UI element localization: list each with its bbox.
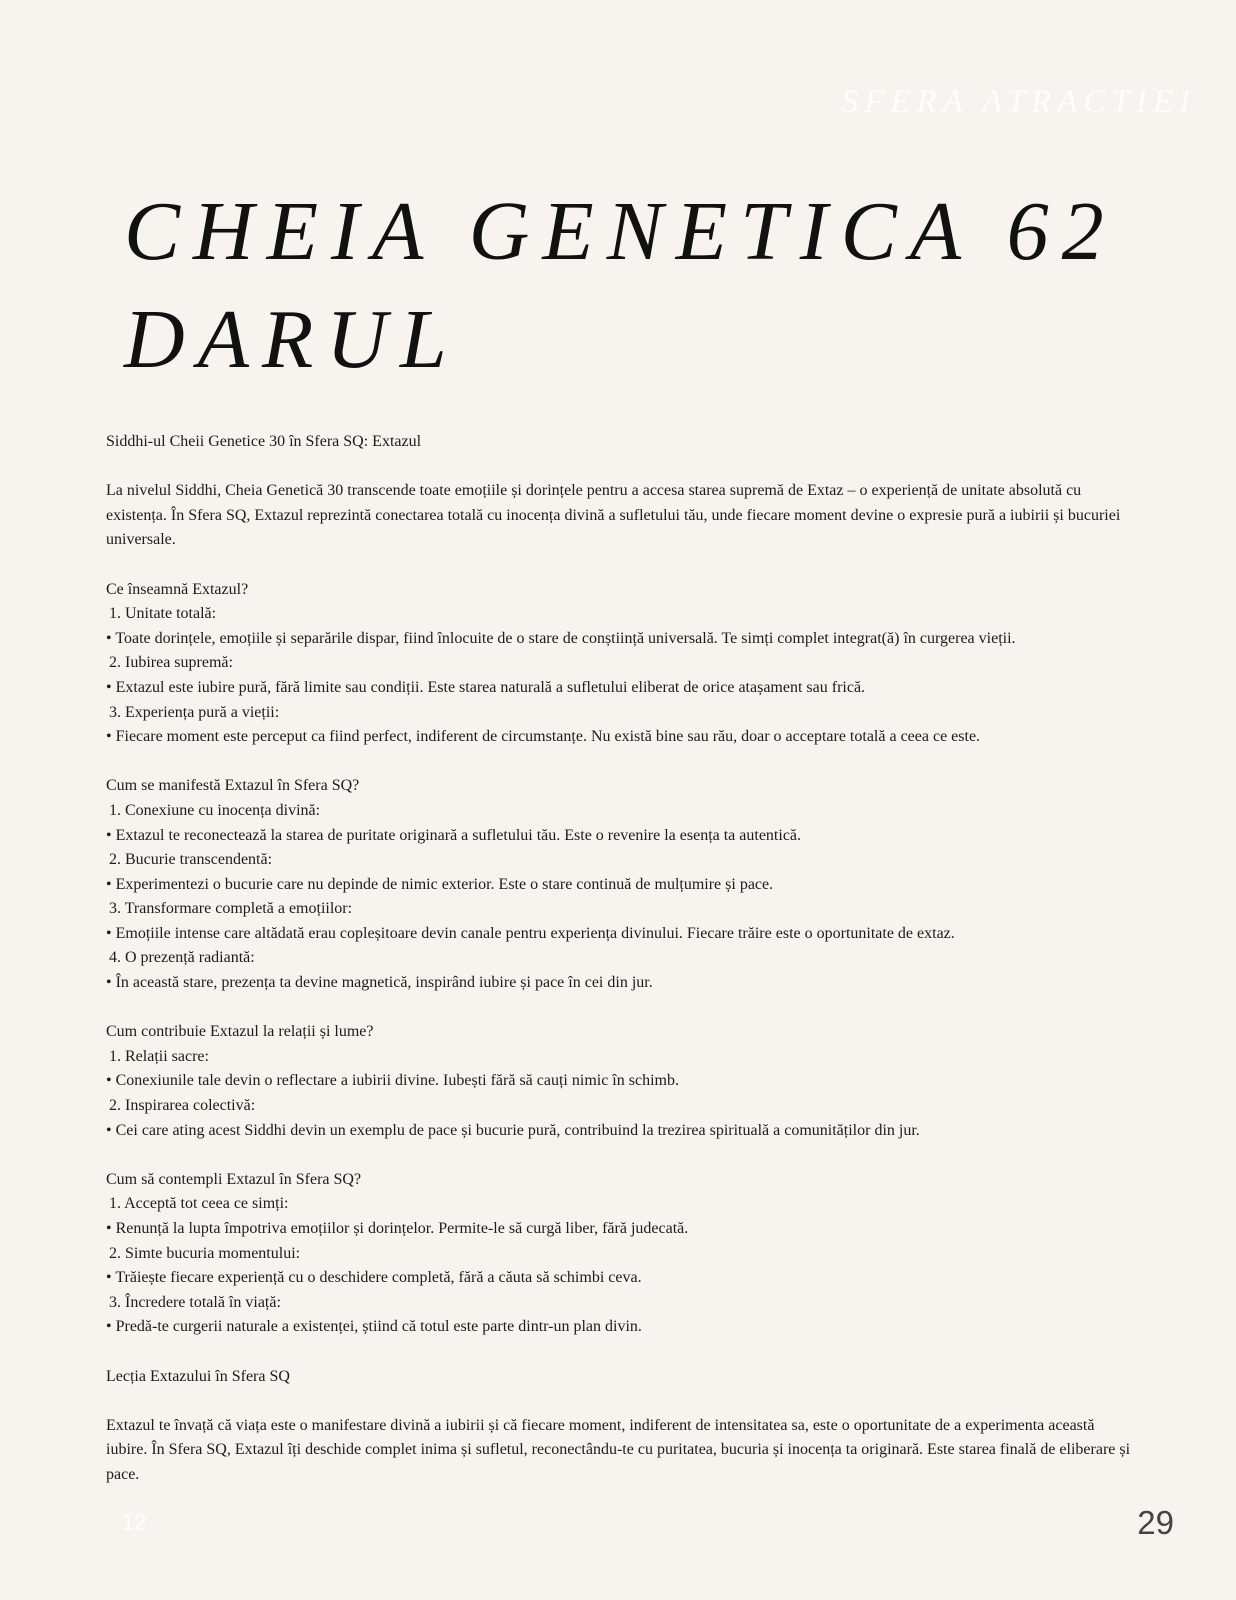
list-item-bullet: • Trăiește fiecare experiență cu o deschidere completă, fără a căuta să schimbi ceva. — [106, 1269, 642, 1287]
list-item-number: 1. Acceptă tot ceea ce simți: — [109, 1195, 289, 1213]
list-item-number: 3. Experiența pură a vieții: — [109, 703, 280, 721]
list-item-bullet: • Emoțiile intense care altădată erau copleșitoare devin canale pentru experiența divinului. Fiecare trăire este o oportunitate de extaz. — [106, 924, 955, 942]
header-watermark: SFERA ATRACTIEI — [841, 84, 1196, 120]
intro-paragraph: La nivelul Siddhi, Cheia Genetică 30 transcende toate emoțiile și dorințele pentru a accesa starea supremă de Extaz – o experiență de unitate absolută cu existența. În Sfera SQ, Extazul reprezintă conectarea totală cu inocența divină a sufletului tău, unde fiecare moment devine o expresie pură a iubirii și bucuriei universale. — [106, 482, 1121, 549]
section-heading: Cum să contempli Extazul în Sfera SQ? — [106, 1170, 362, 1188]
list-item-number: 2. Iubirea supremă: — [109, 654, 233, 672]
list-item-number: 3. Încredere totală în viață: — [109, 1293, 281, 1311]
list-item-number: 2. Simte bucuria momentului: — [109, 1244, 301, 1262]
lesson-heading: Lecția Extazului în Sfera SQ — [106, 1367, 290, 1385]
page-number: 29 — [1137, 1504, 1174, 1541]
title-line-2: DARUL — [124, 293, 460, 386]
list-item-bullet: • Fiecare moment este perceput ca fiind perfect, indiferent de circumstanțe. Nu există bine sau rău, doar o acceptare totală a ceea ce este. — [106, 728, 981, 746]
title-line-1: CHEIA GENETICA 62 — [124, 185, 1117, 278]
section-heading: Cum se manifestă Extazul în Sfera SQ? — [106, 777, 360, 795]
list-item-bullet: • În această stare, prezența ta devine magnetică, inspirând iubire și pace în cei din jur. — [106, 974, 653, 992]
list-item-bullet: • Extazul este iubire pură, fără limite sau condiții. Este starea naturală a sufletului eliberat de orice atașament sau frică. — [106, 678, 866, 696]
list-item-number: 1. Conexiune cu inocența divină: — [109, 801, 321, 819]
footer-left-number: 12 — [122, 1510, 147, 1535]
list-item-bullet: • Conexiunile tale devin o reflectare a iubirii divine. Iubești fără să cauți nimic în schimb. — [106, 1072, 679, 1090]
list-item-bullet: • Experimentezi o bucurie care nu depinde de nimic exterior. Este o stare continuă de mulțumire și pace. — [106, 875, 774, 893]
list-item-bullet: • Cei care ating acest Siddhi devin un exemplu de pace și bucurie pură, contribuind la trezirea spirituală a comunităților din jur. — [106, 1121, 920, 1139]
page-title — [124, 178, 1117, 394]
section-2 — [106, 774, 1136, 995]
list-item-number: 1. Unitate totală: — [109, 605, 217, 623]
intro-heading: Siddhi-ul Cheii Genetice 30 în Sfera SQ: Extazul — [106, 433, 422, 450]
section-3 — [106, 1020, 1136, 1143]
list-item-number: 2. Bucurie transcendentă: — [109, 851, 273, 869]
section-1 — [106, 578, 1136, 750]
list-item-number: 3. Transformare completă a emoțiilor: — [109, 900, 353, 918]
list-item-number: 4. O prezență radiantă: — [109, 949, 255, 967]
section-heading: Cum contribuie Extazul la relații și lume? — [106, 1023, 374, 1041]
section-4 — [106, 1168, 1136, 1340]
list-item-number: 1. Relații sacre: — [109, 1047, 209, 1065]
lesson-paragraph: Extazul te învață că viața este o manifestare divină a iubirii și că fiecare moment, indiferent de intensitatea sa, este o oportunitate de a experimenta această iubire. În Sfera SQ, Extazul îți deschide complet inima și sufletul, reconectându-te cu puritatea, bucuria și inocența ta originară. Este starea finală de eliberare și pace. — [106, 1416, 1131, 1483]
section-heading: Ce înseamnă Extazul? — [106, 580, 249, 598]
list-item-bullet: • Predă-te curgerii naturale a existenței, știind că totul este parte dintr-un plan divin. — [106, 1318, 642, 1336]
list-item-bullet: • Extazul te reconectează la starea de puritate originară a sufletului tău. Este o revenire la esența ta autentică. — [106, 826, 802, 844]
list-item-bullet: • Renunță la lupta împotriva emoțiilor și dorințelor. Permite-le să curgă liber, fără judecată. — [106, 1220, 689, 1237]
body-content — [106, 430, 1136, 1512]
list-item-number: 2. Inspirarea colectivă: — [109, 1097, 256, 1115]
list-item-bullet: • Toate dorințele, emoțiile și separările dispar, fiind înlocuite de o stare de conștiință universală. Te simți complet integrat(ă) în curgerea vieții. — [106, 629, 1016, 647]
